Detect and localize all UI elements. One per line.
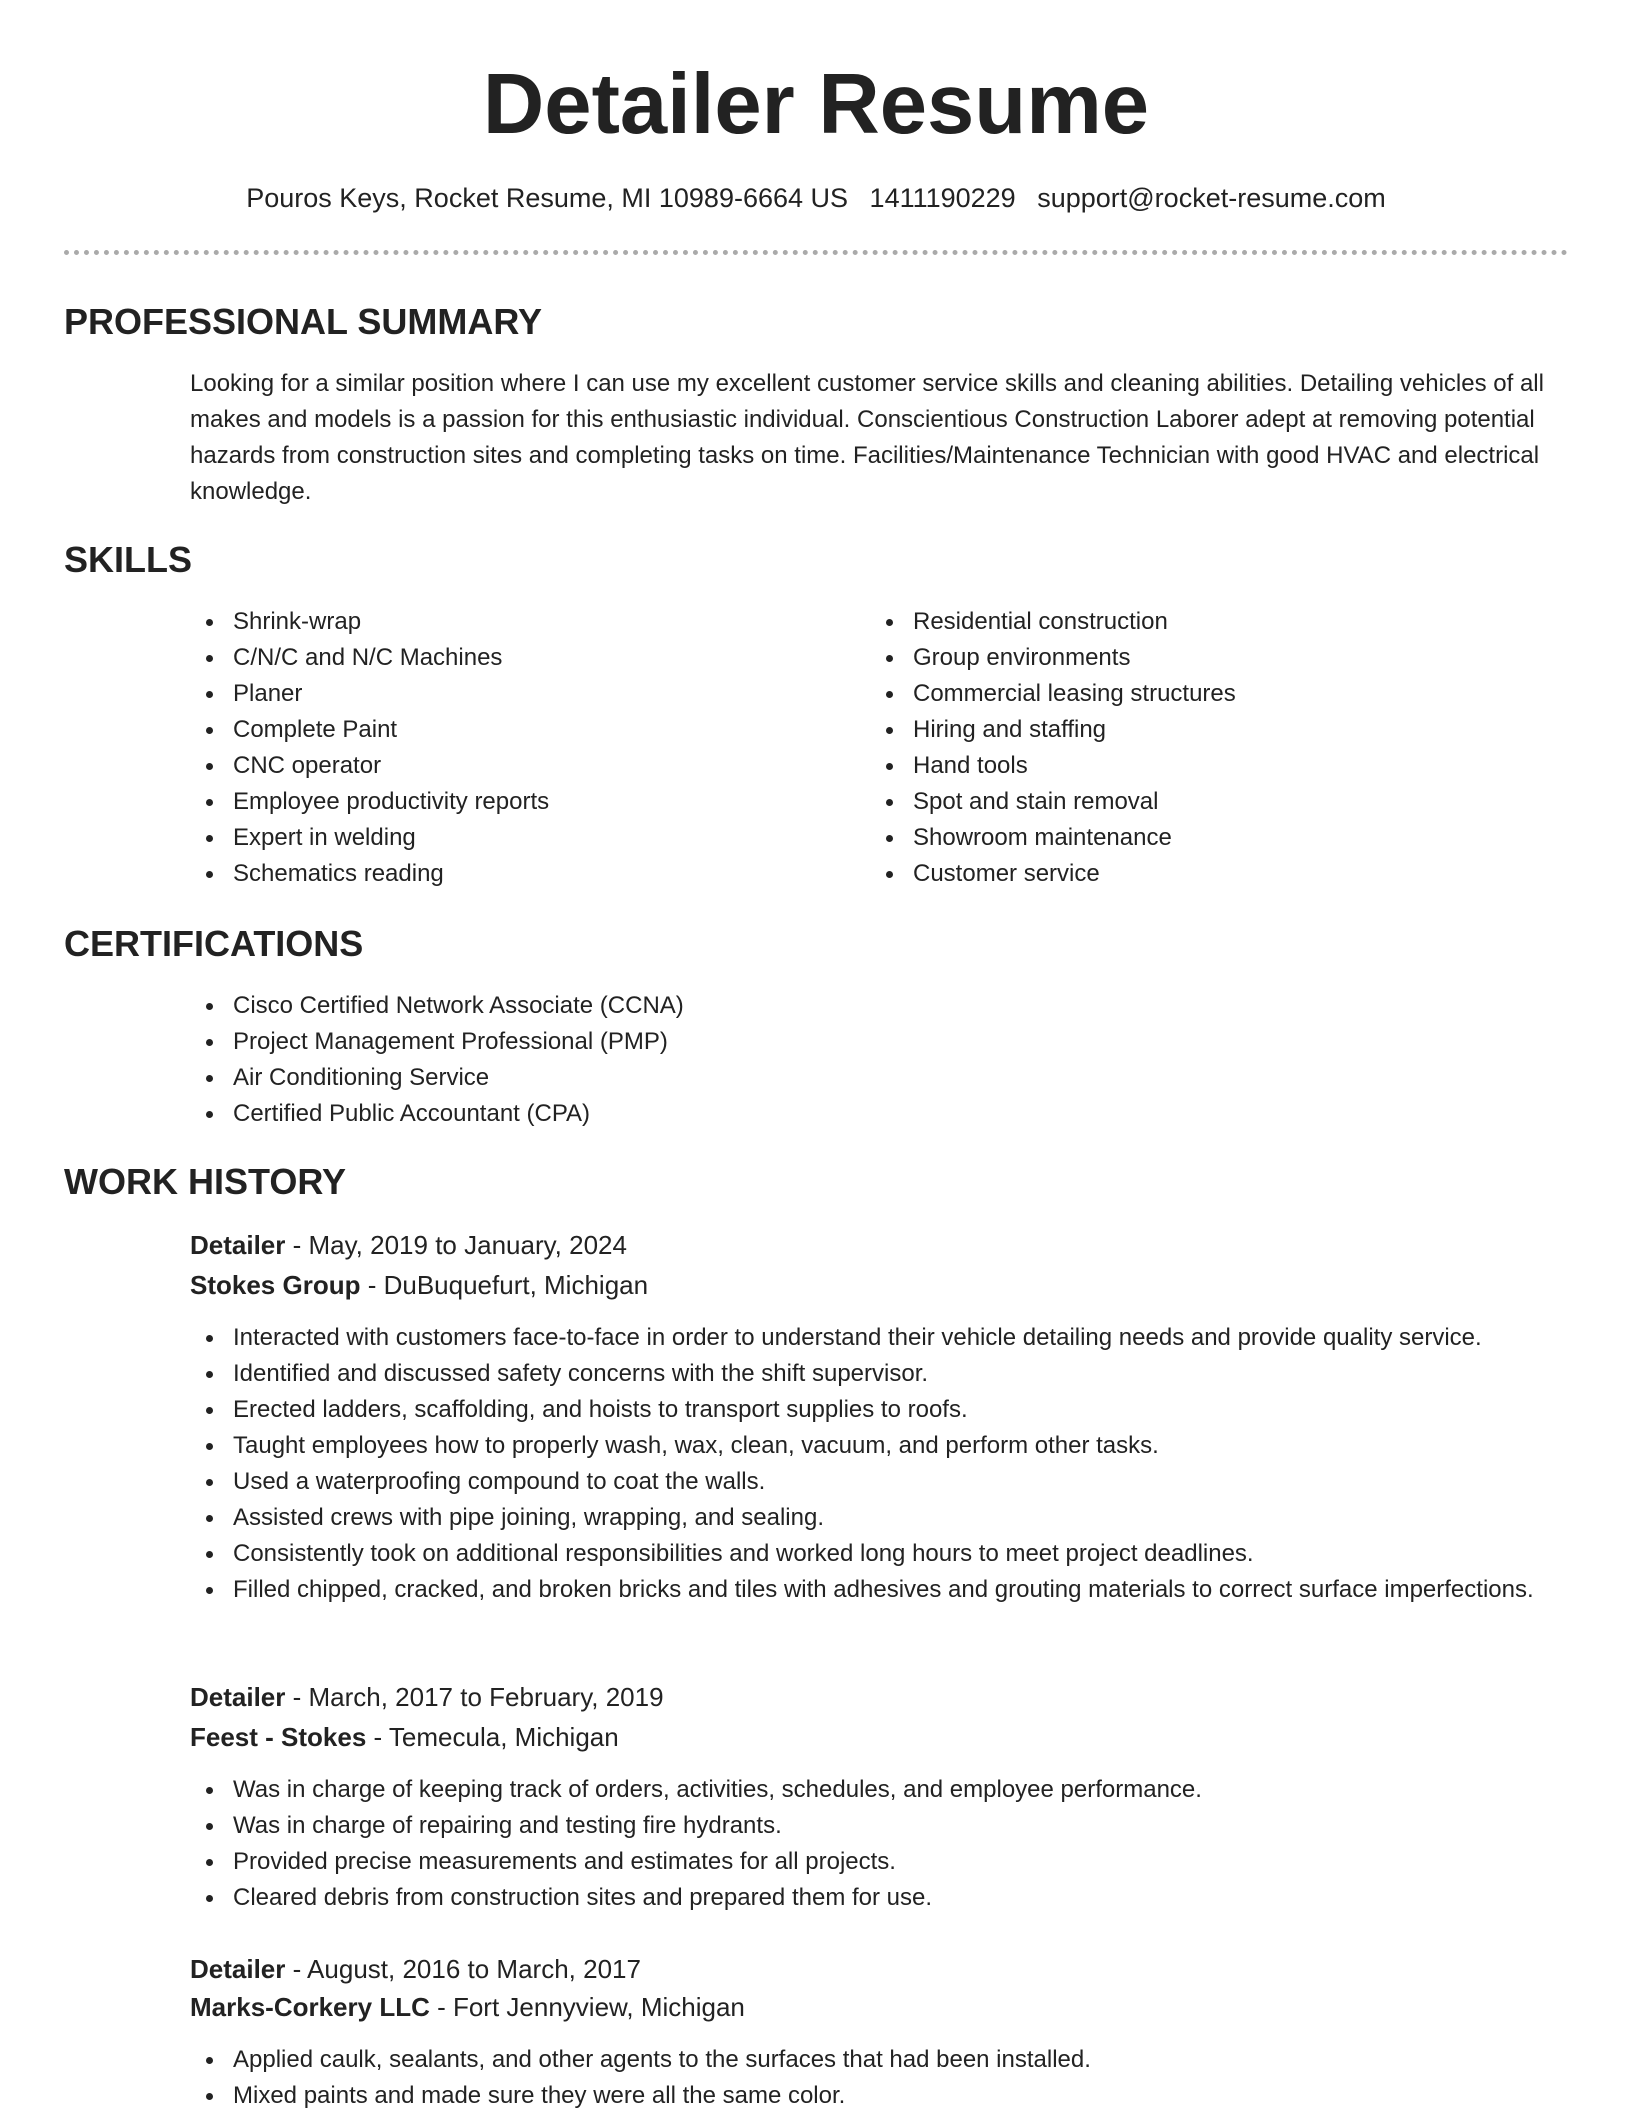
list-item: Hiring and staffing (870, 712, 1560, 748)
contact-phone: 1411190229 (869, 183, 1016, 213)
contact-address: Pouros Keys, Rocket Resume, MI 10989-6664 US (246, 183, 849, 213)
skills-heading: SKILLS (64, 539, 193, 580)
list-item: Cleared debris from construction sites and prepared them for use. (190, 1880, 1565, 1916)
job-company: Marks-Corkery LLC (190, 1992, 430, 2022)
job-title-line (190, 1678, 664, 1716)
job-dates: - August, 2016 to March, 2017 (285, 1954, 641, 1984)
list-item: Assisted crews with pipe joining, wrapping, and sealing. (190, 1500, 1565, 1536)
summary-text: Looking for a similar position where I can use my excellent customer service skills and cleaning abilities. Detailing vehicles of all makes and models is a passion for this enthusiastic individual. Conscientious Construction Laborer adept at removing potential hazards from construction sites and completing tasks on time. Facilities/Maintenance Technician with good HVAC and electrical knowledge. (190, 370, 1544, 505)
job-company-line (190, 1266, 648, 1304)
list-item: Shrink-wrap (190, 604, 830, 640)
job-location: - Temecula, Michigan (366, 1722, 619, 1752)
job-location: - DuBuquefurt, Michigan (360, 1270, 649, 1300)
job-company-line (190, 1718, 619, 1756)
list-item: Group environments (870, 640, 1560, 676)
job-title: Detailer (190, 1954, 286, 1984)
list-item: Spot and stain removal (870, 784, 1560, 820)
list-item: Customer service (870, 856, 1560, 892)
job-title: Detailer (190, 1230, 286, 1260)
list-item: Interacted with customers face-to-face in order to understand their vehicle detailing needs and provide quality service. (190, 1320, 1565, 1356)
list-item: Applied caulk, sealants, and other agents to the surfaces that had been installed. (190, 2042, 1565, 2078)
list-item: Taught employees how to properly wash, wax, clean, vacuum, and perform other tasks. (190, 1428, 1565, 1464)
summary-heading: PROFESSIONAL SUMMARY (64, 301, 543, 342)
list-item: C/N/C and N/C Machines (190, 640, 830, 676)
list-item: Was in charge of repairing and testing fire hydrants. (190, 1808, 1565, 1844)
job-location: - Fort Jennyview, Michigan (429, 1992, 745, 2022)
list-item: Cisco Certified Network Associate (CCNA) (190, 988, 1490, 1024)
list-item: Mixed paints and made sure they were all the same color. (190, 2078, 1565, 2114)
list-item: CNC operator (190, 748, 830, 784)
list-item: Showroom maintenance (870, 820, 1560, 856)
work-history-heading: WORK HISTORY (64, 1161, 347, 1202)
list-item: Used a waterproofing compound to coat the walls. (190, 1464, 1565, 1500)
list-item: Project Management Professional (PMP) (190, 1024, 1490, 1060)
list-item: Expert in welding (190, 820, 830, 856)
job-company: Feest - Stokes (190, 1722, 367, 1752)
job-company-line (190, 1988, 745, 2026)
list-item: Air Conditioning Service (190, 1060, 1490, 1096)
list-item: Consistently took on additional responsibilities and worked long hours to meet project deadlines. (190, 1536, 1565, 1572)
list-item: Schematics reading (190, 856, 830, 892)
list-item: Erected ladders, scaffolding, and hoists to transport supplies to roofs. (190, 1392, 1565, 1428)
certifications-heading: CERTIFICATIONS (64, 923, 364, 964)
list-item: Employee productivity reports (190, 784, 830, 820)
job-dates: - May, 2019 to January, 2024 (285, 1230, 627, 1260)
list-item: Planer (190, 676, 830, 712)
job-duties-list (190, 1320, 1565, 1608)
contact-line (0, 180, 1632, 216)
list-item: Provided precise measurements and estimates for all projects. (190, 1844, 1565, 1880)
skills-list-left (190, 604, 830, 892)
job-title-line (190, 1226, 627, 1264)
list-item: Residential construction (870, 604, 1560, 640)
contact-email: support@rocket-resume.com (1037, 183, 1386, 213)
job-dates: - March, 2017 to February, 2019 (285, 1682, 664, 1712)
skills-list-right (870, 604, 1560, 892)
job-duties-list (190, 2042, 1565, 2114)
job-title: Detailer (190, 1682, 286, 1712)
list-item: Certified Public Accountant (CPA) (190, 1096, 1490, 1132)
resume-title: Detailer Resume (482, 57, 1150, 152)
list-item: Was in charge of keeping track of orders, activities, schedules, and employee performance. (190, 1772, 1565, 1808)
job-title-line (190, 1950, 641, 1988)
list-item: Hand tools (870, 748, 1560, 784)
list-item: Complete Paint (190, 712, 830, 748)
list-item: Commercial leasing structures (870, 676, 1560, 712)
certifications-list (190, 988, 1490, 1132)
job-company: Stokes Group (190, 1270, 361, 1300)
list-item: Identified and discussed safety concerns with the shift supervisor. (190, 1356, 1565, 1392)
header-divider (64, 250, 1568, 255)
list-item: Filled chipped, cracked, and broken bricks and tiles with adhesives and grouting materials to correct surface imperfections. (190, 1572, 1565, 1608)
job-duties-list (190, 1772, 1565, 1916)
